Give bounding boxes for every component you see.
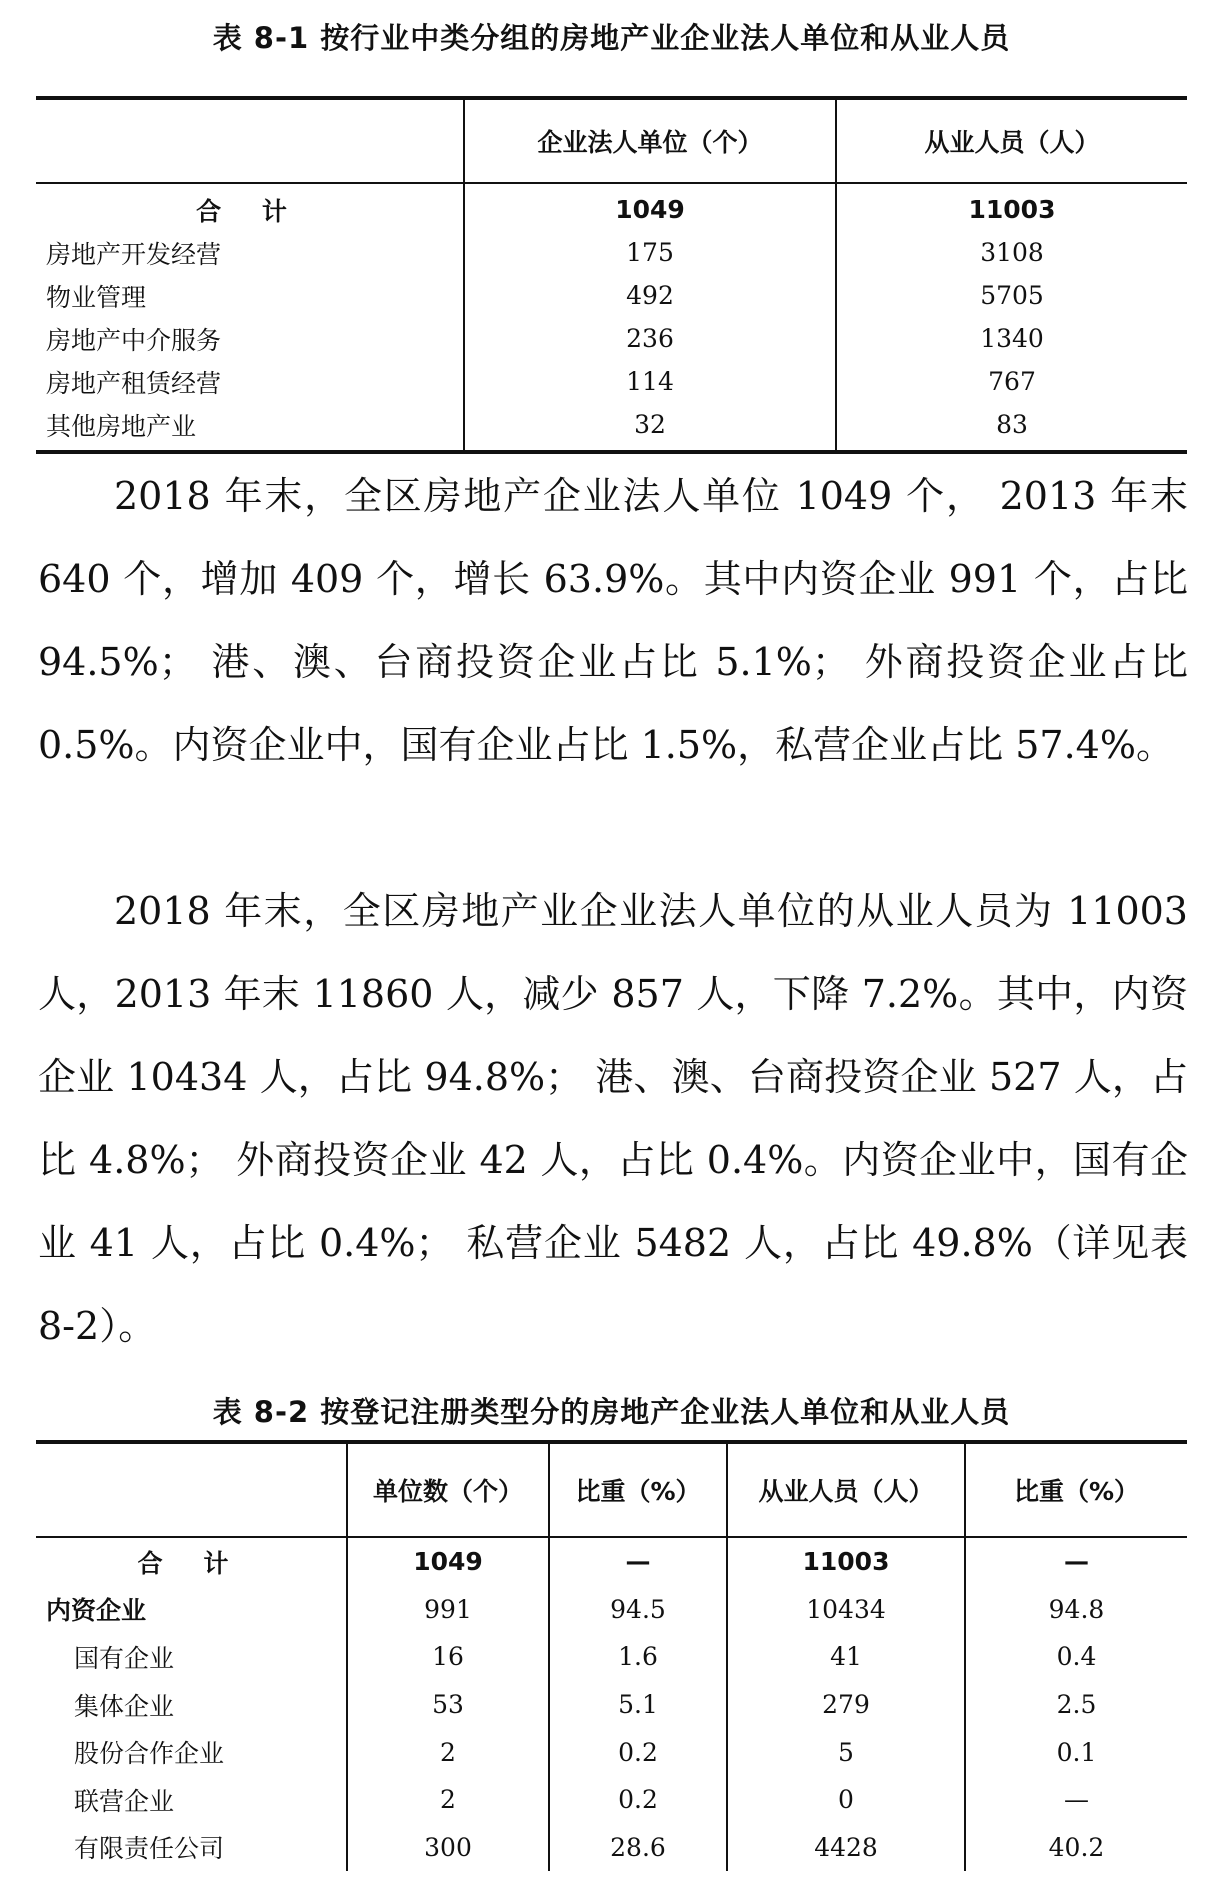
employees-cell: 11003 (836, 183, 1187, 231)
employees-cell: 11003 (727, 1537, 965, 1586)
table1-header-employees: 从业人员（人） (836, 98, 1187, 183)
units-cell: 175 (464, 231, 836, 274)
employees-cell: 10434 (727, 1586, 965, 1634)
employees-cell: 5705 (836, 274, 1187, 317)
emp-share-cell: 2.5 (965, 1681, 1187, 1729)
table2-header-blank (36, 1442, 347, 1537)
table-row (36, 231, 1187, 274)
table2-header-emp-share: 比重（%） (965, 1442, 1187, 1537)
table-row (36, 317, 1187, 360)
table2-header-units: 单位数（个） (347, 1442, 549, 1537)
units-cell: 16 (347, 1633, 549, 1681)
units-cell: 2 (347, 1728, 549, 1776)
table-8-2 (36, 1440, 1187, 1871)
row-label: 国有企业 (74, 1643, 175, 1673)
table2-header-row (36, 1442, 1187, 1537)
unit-share-cell: — (549, 1537, 727, 1586)
row-label: 房地产中介服务 (46, 325, 222, 355)
unit-share-cell: 0.2 (549, 1776, 727, 1824)
unit-share-cell: 94.5 (549, 1586, 727, 1634)
table-row (36, 360, 1187, 403)
units-cell: 53 (347, 1681, 549, 1729)
row-label: 股份合作企业 (74, 1739, 225, 1769)
table2-caption: 表 8-2 按登记注册类型分的房地产企业法人单位和从业人员 (212, 1395, 1011, 1429)
row-label: 合 计 (137, 1548, 245, 1578)
emp-share-cell: 0.1 (965, 1728, 1187, 1776)
table-row (36, 1776, 1187, 1824)
emp-share-cell: — (965, 1537, 1187, 1586)
emp-share-cell: 40.2 (965, 1824, 1187, 1872)
table1-total-row (36, 183, 1187, 231)
employees-cell: 5 (727, 1728, 965, 1776)
table2-total-row (36, 1537, 1187, 1586)
units-cell: 114 (464, 360, 836, 403)
row-label: 房地产开发经营 (46, 239, 222, 269)
table1-header-blank (36, 98, 464, 183)
employees-cell: 4428 (727, 1824, 965, 1872)
employees-cell: 1340 (836, 317, 1187, 360)
employees-cell: 767 (836, 360, 1187, 403)
units-cell: 1049 (464, 183, 836, 231)
table1-caption: 表 8-1 按行业中类分组的房地产业企业法人单位和从业人员 (212, 21, 1011, 55)
table-row (36, 274, 1187, 317)
emp-share-cell: 94.8 (965, 1586, 1187, 1634)
employees-cell: 41 (727, 1633, 965, 1681)
table2-group-row (36, 1586, 1187, 1634)
unit-share-cell: 5.1 (549, 1681, 727, 1729)
table1-header-units: 企业法人单位（个） (464, 98, 836, 183)
table2-header-employees: 从业人员（人） (727, 1442, 965, 1537)
row-label: 内资企业 (46, 1596, 147, 1626)
row-label: 联营企业 (74, 1786, 175, 1816)
table1-header-row (36, 98, 1187, 183)
table-row (36, 403, 1187, 452)
row-label: 合 计 (196, 196, 303, 226)
table-row (36, 1728, 1187, 1776)
row-label: 其他房地产业 (46, 411, 197, 441)
units-cell: 236 (464, 317, 836, 360)
table2-header-unit-share: 比重（%） (549, 1442, 727, 1537)
units-cell: 492 (464, 274, 836, 317)
emp-share-cell: — (965, 1776, 1187, 1824)
unit-share-cell: 0.2 (549, 1728, 727, 1776)
units-cell: 300 (347, 1824, 549, 1872)
row-label: 有限责任公司 (74, 1834, 225, 1864)
employees-cell: 279 (727, 1681, 965, 1729)
table-row (36, 1681, 1187, 1729)
paragraph-employees: 2018 年末，全区房地产业企业法人单位的从业人员为 11003 人，2013 年末 11860 人，减少 857 人，下降 7.2%。其中，内资企业 10434 人，占比 94.8%； 港、澳、台商投资企业 527 人，占比 4.8%； 外商投资企业 42 人，占比 0.4%。内资企业中，国有企业 41 人，占比 0.4%； 私营企业 5482 人，占比 49.8%（详见表 8-2）。 (38, 889, 1188, 1348)
row-label: 物业管理 (46, 282, 147, 312)
units-cell: 991 (347, 1586, 549, 1634)
table-row (36, 1633, 1187, 1681)
units-cell: 2 (347, 1776, 549, 1824)
employees-cell: 3108 (836, 231, 1187, 274)
units-cell: 32 (464, 403, 836, 452)
paragraph-units: 2018 年末，全区房地产企业法人单位 1049 个， 2013 年末 640 个，增加 409 个，增长 63.9%。其中内资企业 991 个，占比 94.5%； 港、澳、台商投资企业占比 5.1%； 外商投资企业占比 0.5%。内资企业中，国有企业占比 1.5%，私营企业占比 57.4%。 (38, 474, 1188, 767)
table-row (36, 1824, 1187, 1872)
unit-share-cell: 1.6 (549, 1633, 727, 1681)
table-8-1 (36, 96, 1187, 454)
employees-cell: 0 (727, 1776, 965, 1824)
emp-share-cell: 0.4 (965, 1633, 1187, 1681)
unit-share-cell: 28.6 (549, 1824, 727, 1872)
row-label: 房地产租赁经营 (46, 368, 222, 398)
employees-cell: 83 (836, 403, 1187, 452)
units-cell: 1049 (347, 1537, 549, 1586)
row-label: 集体企业 (74, 1691, 175, 1721)
